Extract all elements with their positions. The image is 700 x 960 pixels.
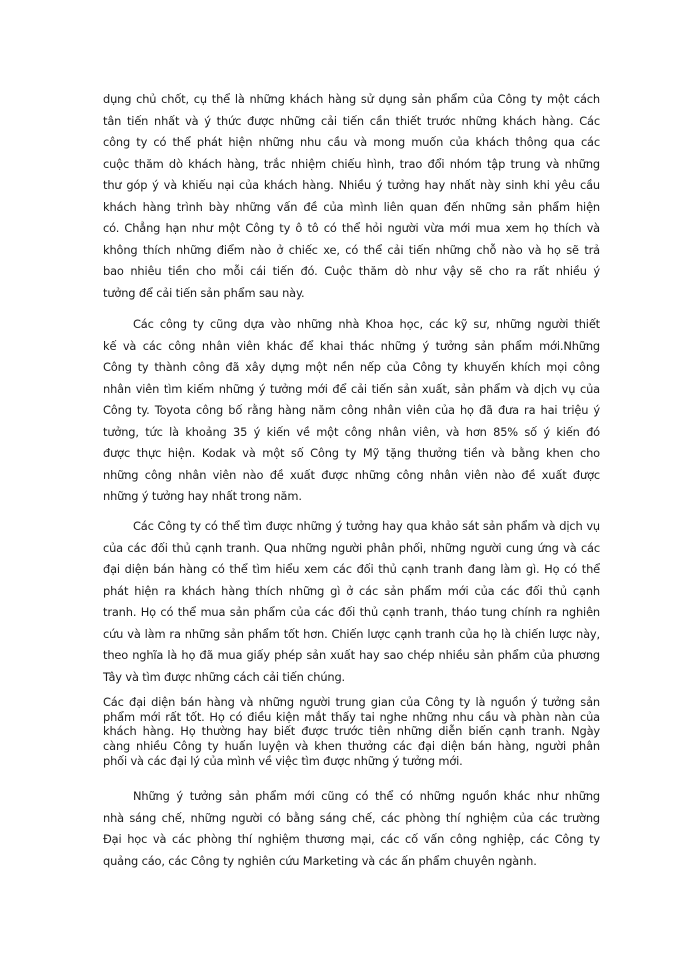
text-line: những ý tưởng hay nhất trong năm. [103, 489, 302, 503]
text-line: tranh. Họ có thể mua sản phẩm của các đối thủ cạnh tranh, tháo tung chính ra nghiên [103, 605, 600, 619]
paragraph-5 [103, 786, 600, 872]
text-line: Đại học và các phòng thí nghiệm thương mại, các cố vấn công nghiệp, các Công ty [103, 832, 600, 846]
text-line: cứu và làm ra những sản phẩm tốt hơn. Chiến lược cạnh tranh của họ là chiến lược này, [103, 626, 600, 641]
text-line: nhân viên tìm kiếm những ý tưởng mới để cải tiến sản xuất, sản phẩm và dịch vụ của [103, 381, 600, 396]
text-line: Các Công ty có thể tìm được những ý tưởng hay qua khảo sát sản phẩm và dịch vụ [133, 519, 600, 533]
text-line: Tây và tìm được những cách cải tiến chúng. [103, 669, 346, 684]
text-line: được thực hiện. Kodak và một số Công ty Mỹ tặng thưởng tiền và bằng khen cho [103, 446, 600, 460]
text-line: của các đối thủ cạnh tranh. Qua những người phân phối, những người cung ứng và các [103, 540, 600, 555]
text-line: đại diện bán hàng có thể tìm hiểu xem các đối thủ cạnh tranh đang làm gì. Họ có thể [103, 562, 600, 576]
text-line: tân tiến nhất và ý thức được những cải tiến cần thiết trước những khách hàng. Các [103, 113, 600, 128]
text-line: công ty có thể phát hiện những nhu cầu và mong muốn của khách thông qua các [103, 135, 600, 149]
text-line: Công ty thành công đã xây dựng một nền nếp của Công ty khuyến khích mọi công [103, 360, 600, 374]
text-line: khách hàng. Họ thường hay biết được trước tiên những diễn biến cạnh tranh. Ngày [103, 724, 600, 739]
text-line: nhà sáng chế, những người có bằng sáng chế, các phòng thí nghiệm của các trường [103, 810, 600, 825]
text-line: quảng cáo, các Công ty nghiên cứu Marketing và các ấn phẩm chuyên ngành. [103, 853, 537, 868]
text-line: dụng chủ chốt, cụ thể là những khách hàng sử dụng sản phẩm của Công ty một cách [103, 92, 600, 106]
text-line: kế và các công nhân viên khác để khai thác những ý tưởng sản phẩm mới.Những [103, 338, 600, 353]
text-line: tưởng, tức là khoảng 35 ý kiến về một công nhân viên, và hơn 85% số ý kiến đó [103, 424, 600, 439]
text-line: cuộc thăm dò khách hàng, trắc nhiệm chiếu hình, trao đổi nhóm tập trung và những [103, 156, 600, 171]
paragraph-2 [103, 314, 600, 508]
text-line: khách hàng trình bày những vấn đề của mình liên quan đến những sản phẩm hiện [103, 199, 600, 214]
text-line: Các đại diện bán hàng và những người trung gian của Công ty là nguồn ý tưởng sản [103, 695, 600, 709]
paragraph-1 [103, 89, 600, 304]
text-line: bao nhiêu tiền cho mỗi cái tiến đó. Cuộc thăm dò như vậy sẽ cho ra rất nhiều ý [103, 264, 600, 278]
text-line: theo nghĩa là họ đã mua giấy phép sản xuất hay sao chép nhiều sản phẩm của phương [103, 648, 600, 662]
text-line: Công ty. Toyota công bố rằng hàng năm công nhân viên của họ đã đưa ra hai triệu ý [103, 403, 600, 417]
text-line: càng nhiều Công ty huấn luyện và khen thưởng các đại diện bán hàng, người phân [103, 739, 600, 754]
text-line: Các công ty cũng dựa vào những nhà Khoa học, các kỹ sư, những người thiết [133, 317, 600, 331]
text-line: phát hiện ra khách hàng thích những gì ở các sản phẩm mới của các đối thủ cạnh [103, 583, 600, 598]
text-line: không thích những điểm nào ở chiếc xe, có thể cải tiến những chỗ nào và họ sẽ trả [103, 242, 600, 257]
text-line: Những ý tưởng sản phẩm mới cũng có thể có những nguồn khác như những [133, 789, 600, 803]
text-line: có. Chẳng hạn như một Công ty ô tô có thể hỏi người vừa mới mua xem họ thích và [103, 221, 600, 235]
text-line: thư góp ý và khiếu nại của khách hàng. Nhiều ý tưởng hay nhất này sinh khi yêu cầu [103, 178, 600, 192]
paragraph-4 [103, 695, 600, 768]
text-line: những công nhân viên nào đề xuất được những công nhân viên nào đề xuất được [103, 467, 600, 482]
paragraph-3 [103, 516, 600, 688]
text-line: phối và các đại lý của mình về việc tìm được những ý tưởng mới. [103, 753, 463, 768]
text-line: phẩm mới rất tốt. Họ có điều kiện mắt thấy tai nghe những nhu cầu và phàn nàn của [103, 709, 600, 724]
text-line: tưởng để cải tiến sản phẩm sau này. [103, 285, 305, 300]
